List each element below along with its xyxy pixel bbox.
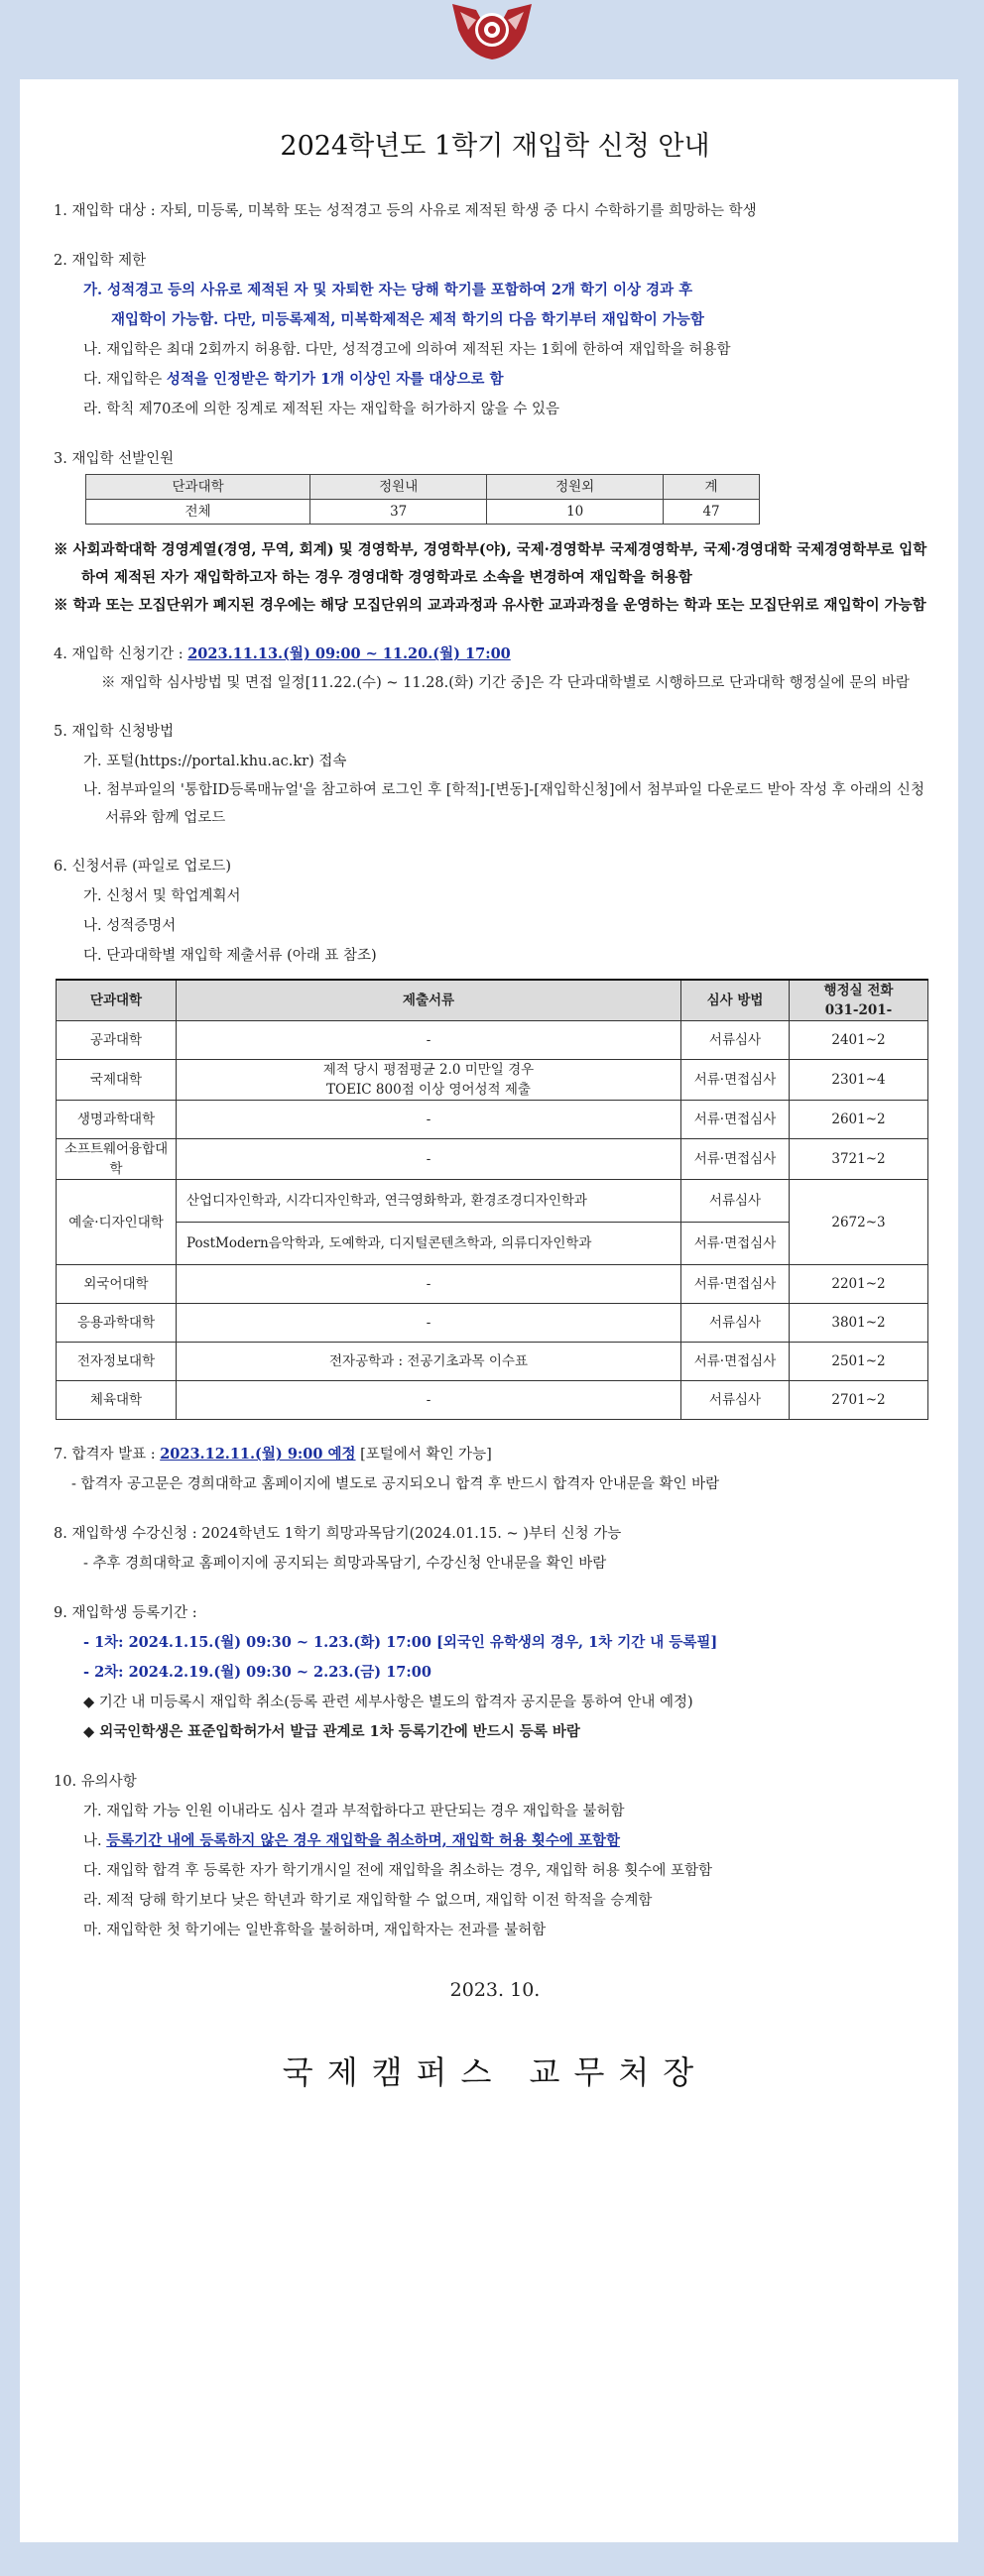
table-cell-college: 체육대학	[57, 1381, 177, 1420]
application-period-note: ※ 재입학 심사방법 및 면접 일정[11.22.(수) ~ 11.28.(화) 기간 중]은 각 단과대학별로 시행하므로 단과대학 행정실에 문의 바람	[101, 675, 910, 691]
table-header-cell: 제출서류	[177, 980, 681, 1021]
table-cell-method: 서류·면접심사	[681, 1223, 790, 1265]
section-documents	[54, 852, 936, 1420]
page-title: 2024학년도 1학기 재입학 신청 안내	[280, 131, 710, 162]
quota-note-abolished: ※ 학과 또는 모집단위가 폐지된 경우에는 해당 모집단위의 교과과정과 유사한 교과과정을 운영하는 학과 또는 모집단위로 재입학이 가능함	[54, 597, 926, 614]
table-cell-docs	[177, 1060, 681, 1101]
restriction-da-emphasis: 성적을 인정받은 학기가 1개 이상인 자를 대상으로 함	[166, 371, 504, 388]
eligibility-text: 1. 재입학 대상 : 자퇴, 미등록, 미복학 또는 성적경고 등의 사유로 제적된 학생 중 다시 수학하기를 희망하는 학생	[54, 203, 757, 219]
method-heading: 5. 재입학 신청방법	[54, 724, 175, 740]
application-period-label: 4. 재입학 신청기간 :	[54, 646, 188, 662]
table-cell-method: 서류·면접심사	[681, 1060, 790, 1101]
table-header-cell	[790, 980, 928, 1021]
phone-header-prefix: 031-201-	[824, 1002, 893, 1018]
phone-header-label: 행정실 전화	[823, 983, 894, 998]
table-cell-method: 서류심사	[681, 1381, 790, 1420]
table-cell-phone: 2701~2	[790, 1381, 928, 1420]
documents-da: 다. 단과대학별 재입학 제출서류 (아래 표 참조)	[83, 948, 377, 964]
quota-table	[85, 474, 760, 525]
table-cell-docs: -	[177, 1381, 681, 1420]
table-cell: 전체	[86, 500, 310, 525]
section-application-method	[54, 717, 936, 832]
table-cell-phone: 2501~2	[790, 1343, 928, 1381]
method-upload: 나. 첨부파일의 '통합ID등록매뉴얼'을 참고하여 로그인 후 [학적]-[변동]-[재입학신청]에서 첨부파일 다운로드 받아 작성 후 아래의 신청서류와 함께 업로드	[83, 782, 924, 826]
section-course-registration	[54, 1519, 936, 1579]
table-cell-method: 서류심사	[681, 1304, 790, 1343]
enrollment-bullet-cancel: ◆ 기간 내 미등록시 재입학 취소(등록 관련 세부사항은 별도의 합격자 공지문을 통하여 안내 예정)	[83, 1695, 693, 1710]
table-cell-method: 서류·면접심사	[681, 1139, 790, 1180]
table-cell-docs: -	[177, 1265, 681, 1304]
restriction-da	[54, 365, 936, 395]
table-header-row	[86, 475, 760, 500]
caution-na-prefix: 나.	[83, 1833, 107, 1849]
issue-date: 2023. 10.	[449, 1979, 541, 2001]
announcement-line	[54, 1440, 936, 1469]
table-header-cell: 단과대학	[86, 475, 310, 500]
caution-na	[54, 1826, 936, 1856]
caution-da: 다. 재입학 합격 후 등록한 자가 학기개시일 전에 재입학을 취소하는 경우, 재입학 허용 횟수에 포함함	[83, 1863, 713, 1879]
announcement-tail: [포털에서 확인 가능]	[355, 1447, 492, 1463]
table-cell-docs: -	[177, 1101, 681, 1139]
restriction-da-prefix: 다. 재입학은	[83, 372, 167, 388]
restriction-ga-line2: 재입학이 가능함. 다만, 미등록제적, 미복학제적은 제적 학기의 다음 학기부터 재입학이 가능함	[111, 311, 704, 328]
section-application-period	[54, 640, 936, 697]
enrollment-heading: 9. 재입학생 등록기간 :	[54, 1605, 197, 1621]
docs-line: TOEIC 800점 이상 영어성적 제출	[326, 1082, 531, 1098]
enrollment-round2: - 2차: 2024.2.19.(월) 09:30 ~ 2.23.(금) 17:00	[83, 1664, 431, 1681]
caution-ra: 라. 제적 당해 학기보다 낮은 학년과 학기로 재입학할 수 없으며, 재입학 이전 학적을 승계함	[83, 1893, 653, 1909]
section-eligibility	[54, 196, 936, 226]
cautions-heading: 10. 유의사항	[54, 1774, 137, 1790]
table-cell-college: 전자정보대학	[57, 1343, 177, 1381]
section-announcement	[54, 1440, 936, 1499]
table-cell: 10	[487, 500, 664, 525]
table-cell-college: 외국어대학	[57, 1265, 177, 1304]
table-header-row	[57, 980, 928, 1021]
table-cell-method: 서류·면접심사	[681, 1343, 790, 1381]
table-cell-college: 예술·디자인대학	[57, 1180, 177, 1265]
table-header-cell: 정원내	[310, 475, 487, 500]
quota-note-business: ※ 사회과학대학 경영계열(경영, 무역, 회계) 및 경영학부, 경영학부(야), 국제·경영학부 국제경영학부, 국제·경영대학 국제경영학부로 입학하여 제적된 자가 재입학하고자 하는 경우 경영대학 경영학과로 소속을 변경하여 재입학을 허용함	[54, 541, 927, 586]
table-cell-phone: 3721~2	[790, 1139, 928, 1180]
table-row	[57, 1101, 928, 1139]
table-cell-college: 생명과학대학	[57, 1101, 177, 1139]
table-row	[57, 1021, 928, 1060]
table-row	[57, 1060, 928, 1101]
table-cell: 37	[310, 500, 487, 525]
restriction-na: 나. 재입학은 최대 2회까지 허용함. 다만, 성적경고에 의하여 제적된 자는 1회에 한하여 재입학을 허용함	[83, 342, 731, 358]
application-period-dates: 2023.11.13.(월) 09:00 ~ 11.20.(월) 17:00	[187, 645, 511, 662]
enrollment-round1: - 1차: 2024.1.15.(월) 09:30 ~ 1.23.(화) 17:00 [외국인 유학생의 경우, 1차 기간 내 등록필]	[83, 1634, 718, 1651]
method-portal: 가. 포털(https://portal.khu.ac.kr) 접속	[83, 754, 347, 769]
table-row	[57, 1343, 928, 1381]
table-header-cell: 심사 방법	[681, 980, 790, 1021]
table-cell-docs: -	[177, 1139, 681, 1180]
announcement-note: - 합격자 공고문은 경희대학교 홈페이지에 별도로 공지되오니 합격 후 반드시 합격자 안내문을 확인 바람	[71, 1476, 720, 1492]
documents-ga: 가. 신청서 및 학업계획서	[83, 888, 241, 904]
table-header-cell: 정원외	[487, 475, 664, 500]
table-cell-docs: -	[177, 1304, 681, 1343]
restriction-ga-line1: 가. 성적경고 등의 사유로 제적된 자 및 자퇴한 자는 당해 학기를 포함하여 2개 학기 이상 경과 후	[83, 282, 693, 298]
course-registration-note: - 추후 경희대학교 홈페이지에 공지되는 희망과목담기, 수강신청 안내문을 확인 바람	[83, 1556, 607, 1572]
table-cell-docs: 전자공학과 : 전공기초과목 이수표	[177, 1343, 681, 1381]
section-quota	[54, 444, 936, 620]
table-row	[57, 1139, 928, 1180]
table-cell-phone: 2301~4	[790, 1060, 928, 1101]
table-header-cell: 계	[664, 475, 760, 500]
section-enrollment	[54, 1598, 936, 1747]
table-cell-phone: 3801~2	[790, 1304, 928, 1343]
table-row	[57, 1265, 928, 1304]
table-row	[57, 1180, 928, 1223]
section-cautions	[54, 1767, 936, 1945]
table-cell-phone: 2201~2	[790, 1265, 928, 1304]
issuing-office: 국제캠퍼스 교무처장	[282, 2053, 708, 2091]
table-cell-phone: 2401~2	[790, 1021, 928, 1060]
table-cell-docs: 산업디자인학과, 시각디자인학과, 연극영화학과, 환경조경디자인학과	[177, 1180, 681, 1223]
caution-ga: 가. 재입학 가능 인원 이내라도 심사 결과 부적합하다고 판단되는 경우 재입학을 불허함	[83, 1804, 625, 1819]
caution-na-emphasis: 등록기간 내에 등록하지 않은 경우 재입학을 취소하며, 재입학 허용 횟수에 포함함	[106, 1832, 620, 1849]
docs-line: 제적 당시 평점평균 2.0 미만일 경우	[322, 1062, 535, 1078]
restrictions-heading: 2. 재입학 제한	[54, 253, 147, 269]
table-header-cell: 단과대학	[57, 980, 177, 1021]
table-cell-phone: 2672~3	[790, 1180, 928, 1265]
table-cell: 47	[664, 500, 760, 525]
restriction-ra: 라. 학칙 제70조에 의한 징계로 제적된 자는 재입학을 허가하지 않을 수 있음	[83, 402, 559, 417]
enrollment-bullet-foreign: ◆ 외국인학생은 표준입학허가서 발급 관계로 1차 등록기간에 반드시 등록 바람	[83, 1723, 580, 1740]
announcement-label: 7. 합격자 발표 :	[54, 1447, 161, 1463]
table-row	[86, 500, 760, 525]
quota-heading: 3. 재입학 선발인원	[54, 451, 175, 467]
documents-na: 나. 성적증명서	[83, 918, 177, 934]
table-cell-college: 공과대학	[57, 1021, 177, 1060]
table-cell-method: 서류·면접심사	[681, 1265, 790, 1304]
table-cell-method: 서류심사	[681, 1021, 790, 1060]
table-cell-method: 서류심사	[681, 1180, 790, 1223]
course-registration-line: 8. 재입학생 수강신청 : 2024학년도 1학기 희망과목담기(2024.01.15. ~ )부터 신청 가능	[54, 1526, 622, 1542]
university-emblem-icon	[446, 0, 538, 61]
table-cell-docs: PostModern음악학과, 도예학과, 디지털콘텐츠학과, 의류디자인학과	[177, 1223, 681, 1265]
table-cell-docs: -	[177, 1021, 681, 1060]
documents-heading: 6. 신청서류 (파일로 업로드)	[54, 859, 232, 875]
announcement-date: 2023.12.11.(월) 9:00 예정	[160, 1446, 356, 1463]
caution-ma: 마. 재입학한 첫 학기에는 일반휴학을 불허하며, 재입학자는 전과를 불허함	[83, 1923, 547, 1938]
table-row	[57, 1304, 928, 1343]
table-row	[57, 1381, 928, 1420]
table-cell-college: 응용과학대학	[57, 1304, 177, 1343]
table-cell-college: 국제대학	[57, 1060, 177, 1101]
table-cell-phone: 2601~2	[790, 1101, 928, 1139]
table-cell-college: 소프트웨어융합대학	[57, 1139, 177, 1180]
table-cell-method: 서류·면접심사	[681, 1101, 790, 1139]
notice-paper	[20, 79, 958, 2542]
section-restrictions	[54, 246, 936, 424]
documents-table	[56, 979, 928, 1420]
application-period	[54, 640, 936, 669]
